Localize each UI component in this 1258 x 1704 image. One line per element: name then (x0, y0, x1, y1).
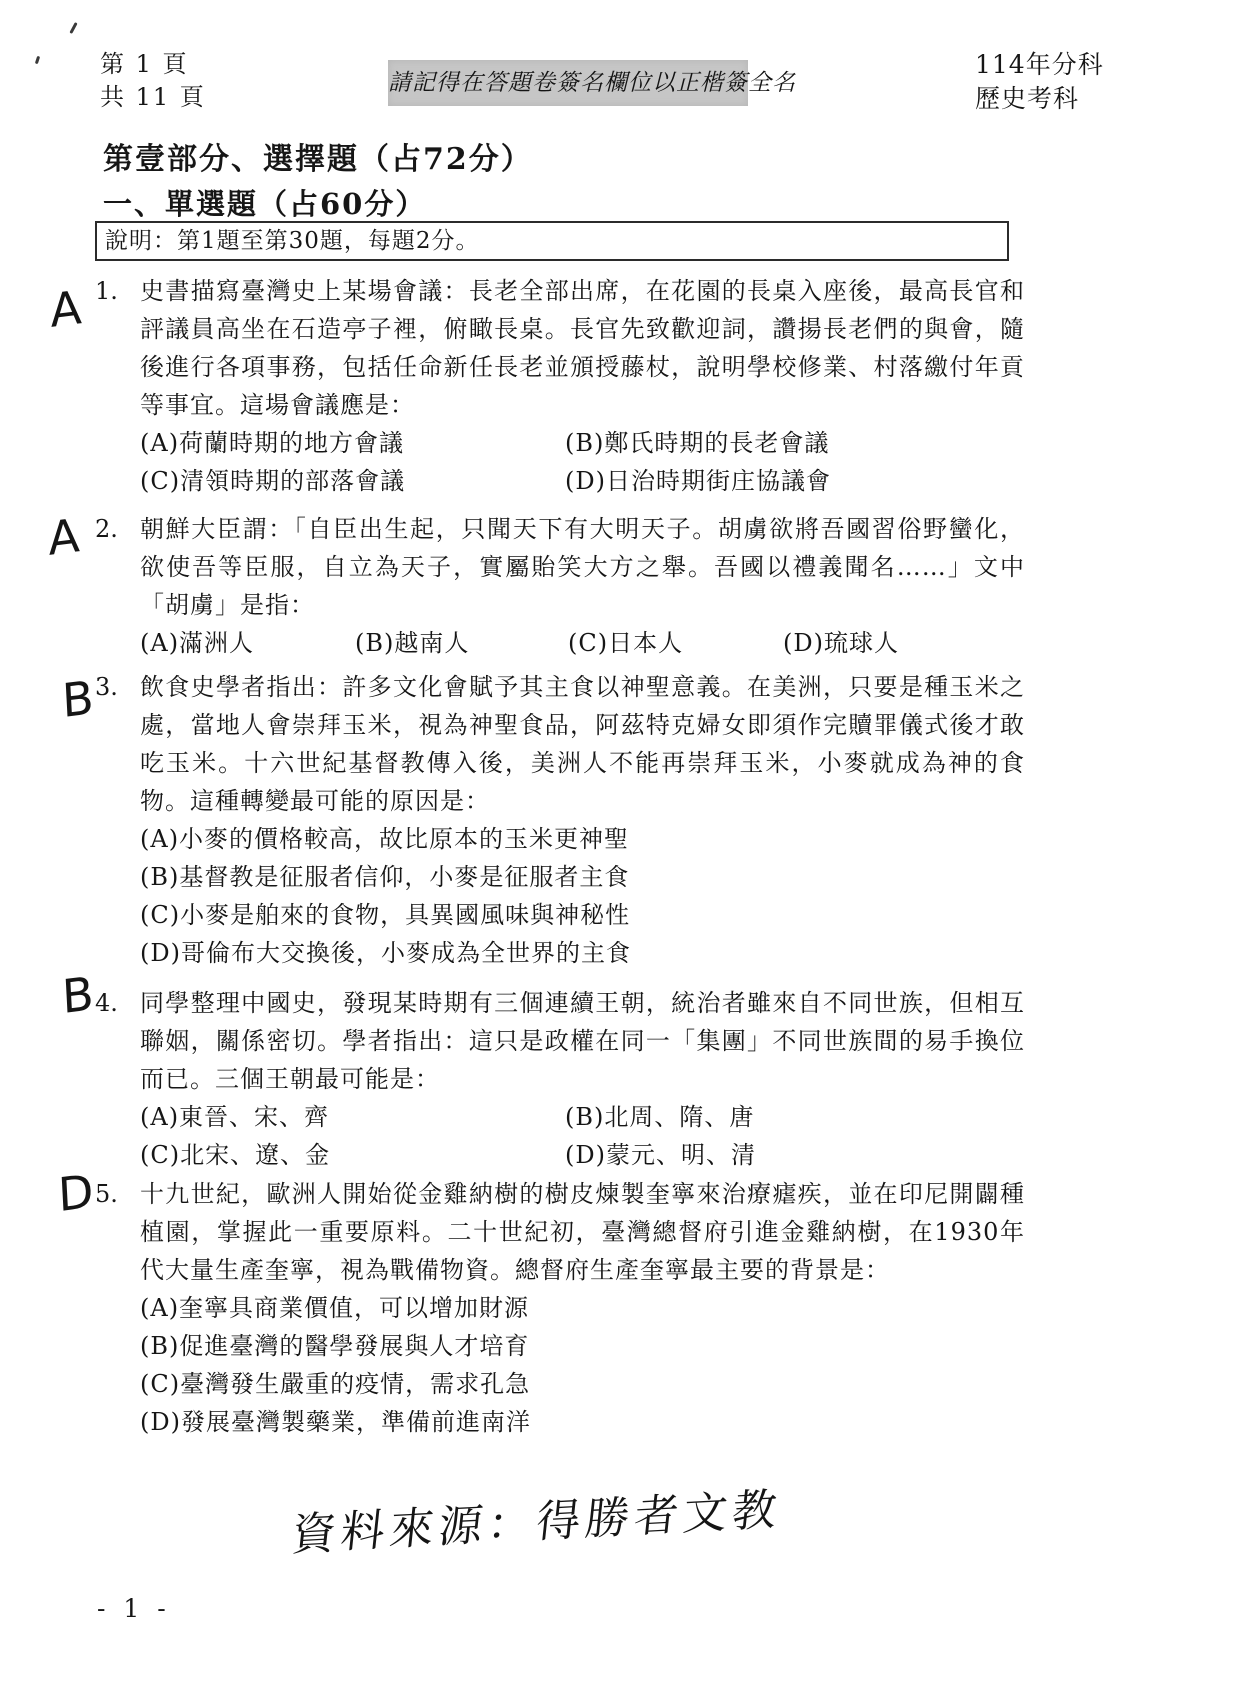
question-text: 朝鮮大臣謂：「自臣出生起，只聞天下有大明天子。胡虜欲將吾國習俗野蠻化，欲使吾等臣服，自立為天子，實屬貽笑大方之舉。吾國以禮義聞名……」文中「胡虜」是指： (140, 515, 1025, 619)
footer-page-number: - 1 - (97, 1594, 171, 1623)
exam-info-header (975, 48, 1104, 116)
question-text: 十九世紀，歐洲人開始從金雞納樹的樹皮煉製奎寧來治療瘧疾，並在印尼開闢種植園，掌握此一重要原料。二十世紀初，臺灣總督府引進金雞納樹，在1930年代大量生產奎寧，視為戰備物資。總督府生產奎寧最主要的背景是： (140, 1180, 1025, 1284)
option-d: (D)發展臺灣製藥業，準備前進南洋 (140, 1408, 531, 1436)
handwritten-answer-q5: D (56, 1163, 95, 1223)
scan-artifact-mark (35, 56, 40, 65)
question-3 (95, 668, 1025, 972)
option-c: (C)日本人 (568, 629, 684, 657)
question-number: 4. (95, 989, 118, 1017)
option-d: (D)哥倫布大交換後，小麥成為全世界的主食 (140, 939, 631, 967)
question-number: 5. (95, 1180, 118, 1208)
scan-artifact-mark (69, 22, 77, 34)
question-5 (95, 1175, 1025, 1441)
option-a: (A)東晉、宋、齊 (140, 1103, 330, 1131)
exam-subject-label: 歷史考科 (975, 84, 1080, 113)
question-number: 1. (95, 277, 118, 305)
page-count-header (100, 48, 206, 114)
question-text: 史書描寫臺灣史上某場會議：長老全部出席，在花園的長桌入座後，最高長官和評議員高坐在石造亭子裡，俯瞰長桌。長官先致歡迎詞，讚揚長老們的與會，隨後進行各項事務，包括任命新任長老並頒授藤杖，說明學校修業、村落繳付年貢等事宜。這場會議應是： (140, 277, 1025, 419)
option-a: (A)荷蘭時期的地方會議 (140, 429, 405, 457)
option-c: (C)臺灣發生嚴重的疫情，需求孔急 (140, 1370, 531, 1398)
question-options (140, 624, 1025, 662)
instruction-box: 說明：第1題至第30題，每題2分。 (95, 221, 1009, 261)
handwritten-source-note: 資料來源：得勝者文教 (289, 1484, 784, 1562)
question-number: 2. (95, 515, 118, 543)
option-b: (B)基督教是征服者信仰，小麥是征服者主食 (140, 863, 630, 891)
option-c: (C)北宋、遼、金 (140, 1141, 331, 1169)
option-a: (A)小麥的價格較高，故比原本的玉米更神聖 (140, 825, 630, 853)
question-text: 同學整理中國史，發現某時期有三個連續王朝，統治者雖來自不同世族，但相互聯姻，關係密切。學者指出：這只是政權在同一「集團」不同世族間的易手換位而已。三個王朝最可能是： (140, 989, 1025, 1093)
question-options (140, 820, 1025, 972)
question-number: 3. (95, 673, 118, 701)
option-a: (A)滿洲人 (140, 629, 255, 657)
exam-year-label: 114年分科 (975, 50, 1104, 79)
option-d: (D)日治時期街庄協議會 (565, 467, 831, 495)
question-4 (95, 984, 1025, 1174)
handwritten-answer-q4: B (60, 966, 95, 1024)
handwritten-answer-q1: A (48, 280, 83, 338)
pages-total-label: 共 11 頁 (100, 83, 206, 111)
page-number-label: 第 1 頁 (100, 50, 189, 78)
question-options (140, 424, 1025, 500)
option-c: (C)清領時期的部落會議 (140, 467, 406, 495)
handwritten-answer-q3: B (60, 670, 95, 728)
signature-notice-banner: 請記得在答題卷簽名欄位以正楷簽全名 (388, 60, 748, 106)
option-d: (D)蒙元、明、清 (565, 1141, 756, 1169)
question-2 (95, 510, 1025, 662)
option-b: (B)鄭氏時期的長老會議 (565, 429, 830, 457)
question-1 (95, 272, 1025, 500)
handwritten-answer-q2: A (46, 508, 81, 566)
option-c: (C)小麥是舶來的食物，具異國風味與神秘性 (140, 901, 631, 929)
option-a: (A)奎寧具商業價值，可以增加財源 (140, 1294, 530, 1322)
question-options (140, 1289, 1025, 1441)
option-b: (B)促進臺灣的醫學發展與人才培育 (140, 1332, 530, 1360)
question-text: 飲食史學者指出：許多文化會賦予其主食以神聖意義。在美洲，只要是種玉米之處，當地人會崇拜玉米，視為神聖食品，阿茲特克婦女即須作完贖罪儀式後才敢吃玉米。十六世紀基督教傳入後，美洲人不能再崇拜玉米，小麥就成為神的食物。這種轉變最可能的原因是： (140, 673, 1025, 815)
option-d: (D)琉球人 (783, 629, 899, 657)
question-options (140, 1098, 1025, 1174)
part-title: 第壹部分、選擇題（占72分） (103, 142, 533, 177)
option-b: (B)越南人 (355, 629, 470, 657)
option-b: (B)北周、隋、唐 (565, 1103, 755, 1131)
section-title: 一、單選題（占60分） (103, 187, 427, 221)
